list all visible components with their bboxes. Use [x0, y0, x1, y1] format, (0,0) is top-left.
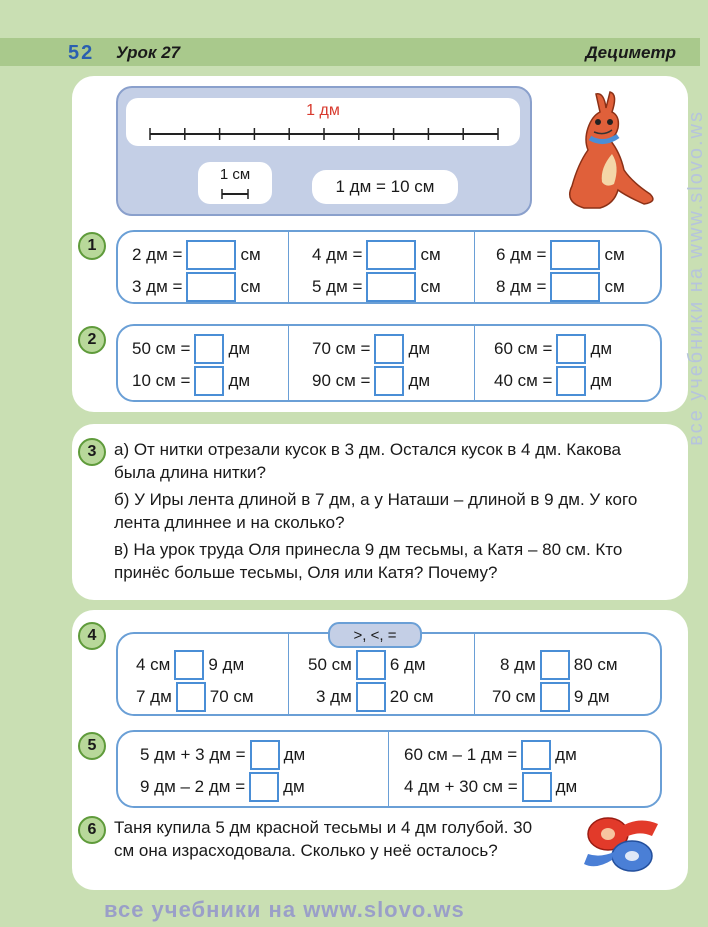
panel-bottom: [72, 610, 688, 890]
task2-item: 90 см = дм: [312, 366, 430, 396]
divider: [474, 232, 475, 302]
answer-box[interactable]: [374, 366, 404, 396]
divider: [474, 326, 475, 400]
cm-ruler-icon: [198, 188, 272, 200]
task4-item: 7 дм 70 см: [136, 682, 254, 712]
task3-part-b: б) У Иры лента длиной в 7 дм, а у Наташи – длиной в 9 дм. У кого лента длиннее и на сколько?: [114, 490, 638, 532]
equation-box: 1 дм = 10 см: [312, 170, 458, 204]
answer-box[interactable]: [540, 650, 570, 680]
task1-item: 5 дм = см: [312, 272, 441, 302]
task1-item: 2 дм = см: [132, 240, 261, 270]
task-number-badge: 1: [78, 232, 106, 260]
answer-box[interactable]: [550, 272, 600, 302]
answer-box[interactable]: [374, 334, 404, 364]
task3-part-a: а) От нитки отрезали кусок в 3 дм. Остался кусок в 4 дм. Какова была длина нитки?: [114, 440, 622, 482]
divider: [474, 634, 475, 714]
answer-box[interactable]: [550, 240, 600, 270]
answer-box[interactable]: [356, 682, 386, 712]
task1-item: 6 дм = см: [496, 240, 625, 270]
answer-box[interactable]: [366, 240, 416, 270]
answer-box[interactable]: [186, 240, 236, 270]
task3-part-v: в) На урок труда Оля принесла 9 дм тесьмы, а Катя – 80 см. Кто принёс больше тесьмы, Оля или Катя? Почему?: [114, 540, 623, 582]
task-number-badge: 6: [78, 816, 106, 844]
divider: [288, 232, 289, 302]
task4-item: 8 дм 80 см: [500, 650, 618, 680]
divider: [288, 634, 289, 714]
task6-text: Таня купила 5 дм красной тесьмы и 4 дм голубой. 30 см она израсходовала. Сколько у неё осталось?: [114, 818, 533, 860]
answer-box[interactable]: [556, 334, 586, 364]
watermark-side: все учебники на www.slovo.ws: [685, 110, 707, 446]
answer-box[interactable]: [249, 772, 279, 802]
ribbon-spools-icon: [578, 806, 664, 878]
answer-box[interactable]: [176, 682, 206, 712]
answer-box[interactable]: [540, 682, 570, 712]
answer-box[interactable]: [356, 650, 386, 680]
task2-item: 40 см = дм: [494, 366, 612, 396]
lesson-title: Урок 27: [116, 43, 181, 62]
task-number-badge: 3: [78, 438, 106, 466]
task-number-badge: 4: [78, 622, 106, 650]
answer-box[interactable]: [366, 272, 416, 302]
divider: [288, 326, 289, 400]
watermark-bottom: все учебники на www.slovo.ws: [104, 897, 465, 922]
kangaroo-icon: [554, 86, 662, 218]
task5-box: [116, 730, 662, 808]
task4-item: 50 см 6 дм: [308, 650, 426, 680]
answer-box[interactable]: [186, 272, 236, 302]
task-number-badge: 2: [78, 326, 106, 354]
ruler-label: 1 дм: [306, 102, 340, 119]
answer-box[interactable]: [250, 740, 280, 770]
ruler-strip: [126, 98, 520, 146]
cm-box: [198, 162, 272, 204]
answer-box[interactable]: [556, 366, 586, 396]
signs-label: >, <, =: [328, 622, 422, 648]
ruler-icon: [126, 124, 520, 144]
task5-item: 5 дм + 3 дм = дм: [140, 740, 305, 770]
task2-item: 70 см = дм: [312, 334, 430, 364]
task1-item: 4 дм = см: [312, 240, 441, 270]
task2-box: [116, 324, 662, 402]
task4-item: 70 см 9 дм: [492, 682, 610, 712]
cm-label: 1 см: [219, 166, 251, 183]
answer-box[interactable]: [521, 740, 551, 770]
panel-middle: [72, 424, 688, 600]
task2-item: 60 см = дм: [494, 334, 612, 364]
answer-box[interactable]: [194, 366, 224, 396]
page-number: 52: [68, 42, 95, 64]
topic-title: Дециметр: [585, 43, 676, 62]
task2-item: 10 см = дм: [132, 366, 250, 396]
answer-box[interactable]: [174, 650, 204, 680]
divider: [388, 732, 389, 806]
intro-box: [116, 86, 532, 216]
task4-item: 4 см 9 дм: [136, 650, 244, 680]
panel-top: [72, 76, 688, 412]
task4-item: 3 дм 20 см: [316, 682, 434, 712]
task5-item: 4 дм + 30 см = дм: [404, 772, 577, 802]
task5-item: 60 см – 1 дм = дм: [404, 740, 577, 770]
task5-item: 9 дм – 2 дм = дм: [140, 772, 305, 802]
task1-item: 8 дм = см: [496, 272, 625, 302]
task1-box: [116, 230, 662, 304]
task2-item: 50 см = дм: [132, 334, 250, 364]
task1-item: 3 дм = см: [132, 272, 261, 302]
task-number-badge: 5: [78, 732, 106, 760]
answer-box[interactable]: [194, 334, 224, 364]
answer-box[interactable]: [522, 772, 552, 802]
